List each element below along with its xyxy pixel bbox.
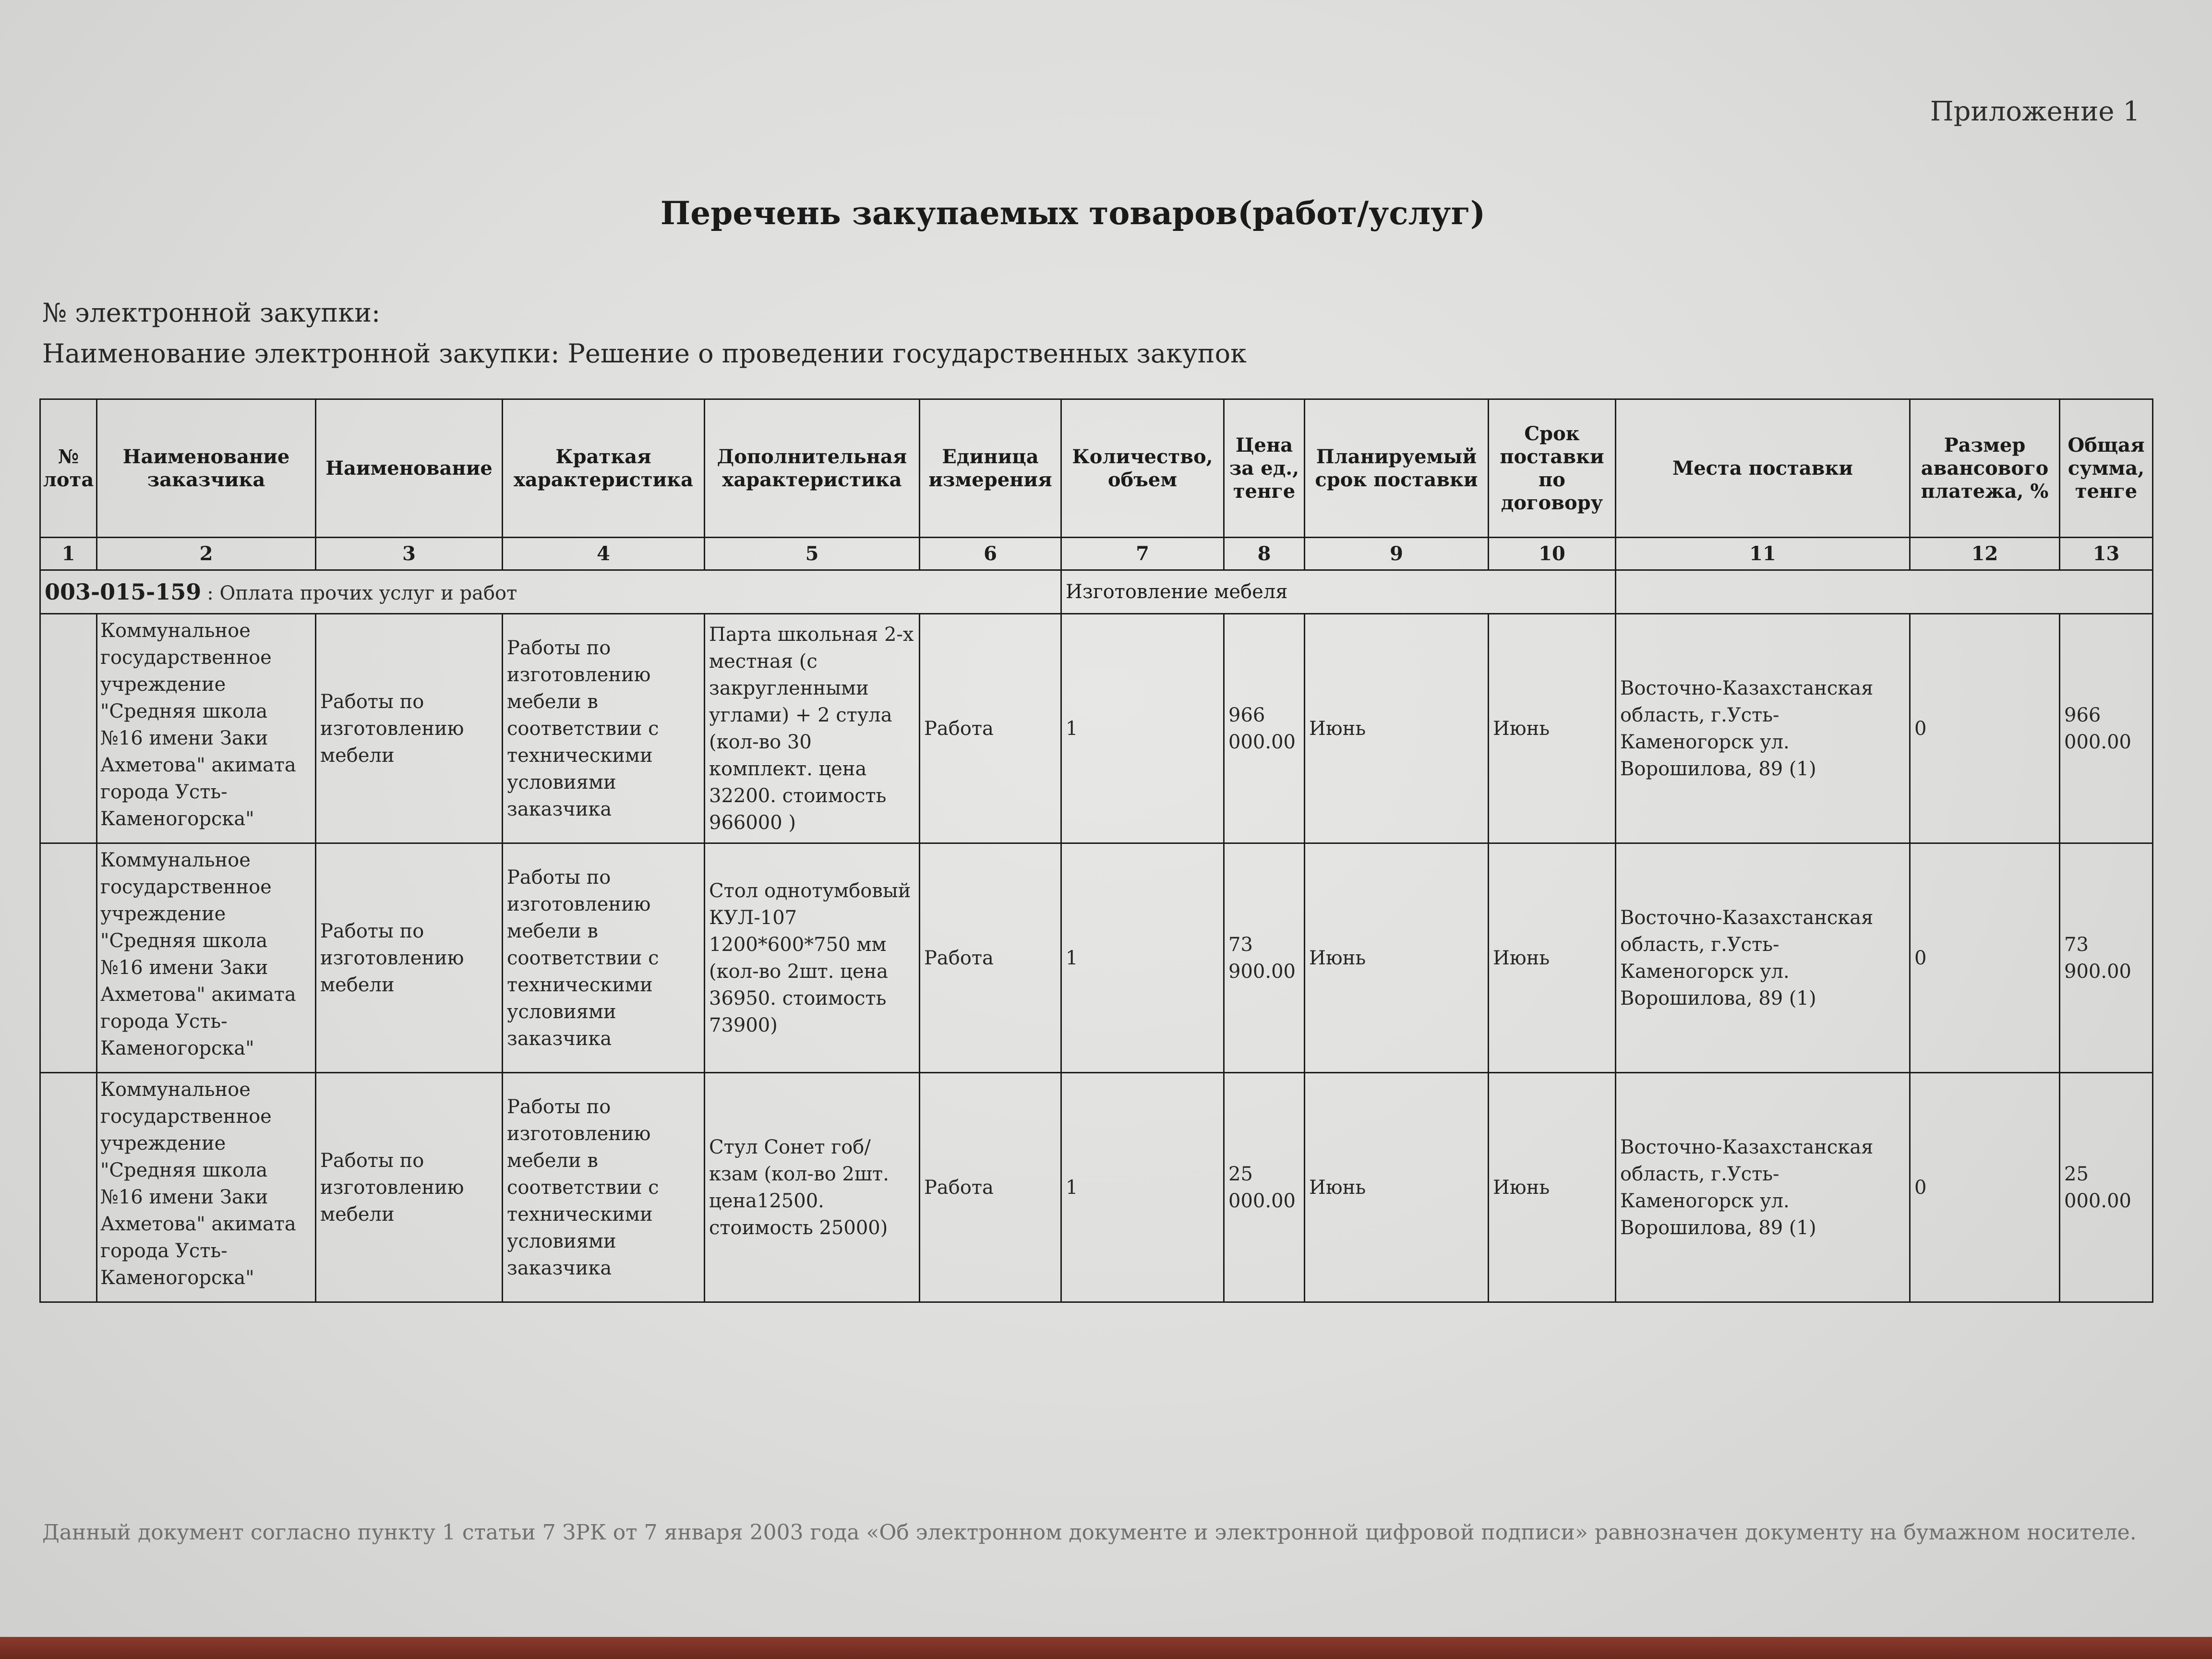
cell-contract-delivery: Июнь [1489,1073,1616,1302]
cell-planned-delivery: Июнь [1305,1073,1489,1302]
lot-code: 003-015-159 [45,579,202,605]
table-row [40,1073,2153,1302]
column-header-unit: Единица измерения [920,399,1061,538]
cell-customer: Коммунальное государственное учреждение "Средняя школа №16 имени Заки Ахметова" акимата города Усть-Каменогорска" [97,1073,316,1302]
cell-short-description: Работы по изготовлению мебели в соответствии с техническими условиями заказчика [503,1073,705,1302]
column-number-row [40,538,2153,570]
column-header-quantity: Количество, объем [1061,399,1224,538]
column-header-advance-payment: Размер авансового платежа, % [1910,399,2060,538]
appendix-label: Приложение 1 [1930,96,2140,127]
column-header-contract-delivery: Срок поставки по договору [1489,399,1616,538]
lot-description: : Оплата прочих услуг и работ [207,582,517,604]
lot-group-cell [40,570,1061,614]
column-number: 8 [1224,538,1305,570]
cell-name: Работы по изготовлению мебели [316,614,503,843]
cell-planned-delivery: Июнь [1305,843,1489,1073]
column-header-customer: Наименование заказчика [97,399,316,538]
procurement-number-label: № электронной закупки: [42,298,381,328]
cell-advance-payment: 0 [1910,1073,2060,1302]
cell-lot-number [40,1073,97,1302]
procurement-table [39,398,2153,1303]
lot-group-empty-cell [1616,570,2153,614]
cell-name: Работы по изготовлению мебели [316,843,503,1073]
footer-note: Данный документ согласно пункту 1 статьи 7 ЗРК от 7 января 2003 года «Об электронном документе и электронной цифровой подписи» равнозначен документу на бумажном носителе. [42,1520,2137,1545]
column-header-delivery-place: Места поставки [1616,399,1910,538]
cell-advance-payment: 0 [1910,843,2060,1073]
cell-unit: Работа [920,1073,1061,1302]
column-header-lot-number: № лота [40,399,97,538]
lot-subject: Изготовление мебеля [1061,570,1616,614]
cell-delivery-place: Восточно-Казахстанская область, г.Усть-Каменогорск ул. Ворошилова, 89 (1) [1616,843,1910,1073]
cell-delivery-place: Восточно-Казахстанская область, г.Усть-Каменогорск ул. Ворошилова, 89 (1) [1616,614,1910,843]
table-row [40,614,2153,843]
column-header-unit-price: Цена за ед., тенге [1224,399,1305,538]
column-number: 13 [2060,538,2153,570]
column-number: 4 [503,538,705,570]
cell-short-description: Работы по изготовлению мебели в соответствии с техническими условиями заказчика [503,843,705,1073]
cell-unit: Работа [920,614,1061,843]
column-header-short-description: Краткая характеристика [503,399,705,538]
cell-additional-description: Стул Сонет гоб/кзам (кол-во 2шт. цена12500. стоимость 25000) [705,1073,920,1302]
cell-unit-price: 73 900.00 [1224,843,1305,1073]
column-number: 6 [920,538,1061,570]
column-number: 11 [1616,538,1910,570]
cell-total-sum: 966 000.00 [2060,614,2153,843]
cell-delivery-place: Восточно-Казахстанская область, г.Усть-Каменогорск ул. Ворошилова, 89 (1) [1616,1073,1910,1302]
column-number: 12 [1910,538,2060,570]
cell-quantity: 1 [1061,843,1224,1073]
cell-additional-description: Парта школьная 2-х местная (с закругленными углами) + 2 стула (кол-во 30 комплект. цена 32200. стоимость 966000 ) [705,614,920,843]
desk-edge [0,1637,2212,1659]
cell-unit: Работа [920,843,1061,1073]
table-row [40,843,2153,1073]
cell-quantity: 1 [1061,1073,1224,1302]
column-number: 9 [1305,538,1489,570]
cell-name: Работы по изготовлению мебели [316,1073,503,1302]
column-number: 10 [1489,538,1616,570]
cell-lot-number [40,843,97,1073]
cell-total-sum: 73 900.00 [2060,843,2153,1073]
cell-contract-delivery: Июнь [1489,843,1616,1073]
cell-unit-price: 25 000.00 [1224,1073,1305,1302]
column-header-additional-description: Дополнительная характеристика [705,399,920,538]
cell-customer: Коммунальное государственное учреждение "Средняя школа №16 имени Заки Ахметова" акимата города Усть-Каменогорска" [97,614,316,843]
cell-short-description: Работы по изготовлению мебели в соответствии с техническими условиями заказчика [503,614,705,843]
cell-total-sum: 25 000.00 [2060,1073,2153,1302]
cell-unit-price: 966 000.00 [1224,614,1305,843]
column-header-total-sum: Общая сумма, тенге [2060,399,2153,538]
cell-additional-description: Стол однотумбовый КУЛ-107 1200*600*750 мм (кол-во 2шт. цена 36950. стоимость 73900) [705,843,920,1073]
column-number: 7 [1061,538,1224,570]
column-header-name: Наименование [316,399,503,538]
column-number: 2 [97,538,316,570]
cell-customer: Коммунальное государственное учреждение "Средняя школа №16 имени Заки Ахметова" акимата города Усть-Каменогорска" [97,843,316,1073]
column-number: 5 [705,538,920,570]
cell-lot-number [40,614,97,843]
lot-group-row [40,570,2153,614]
document-title: Перечень закупаемых товаров(работ/услуг) [660,194,1486,232]
column-header-planned-delivery: Планируемый срок поставки [1305,399,1489,538]
column-number: 1 [40,538,97,570]
cell-quantity: 1 [1061,614,1224,843]
cell-contract-delivery: Июнь [1489,614,1616,843]
procurement-name-label: Наименование электронной закупки: Решение о проведении государственных закупок [42,338,1247,369]
table-header-row [40,399,2153,538]
cell-planned-delivery: Июнь [1305,614,1489,843]
cell-advance-payment: 0 [1910,614,2060,843]
column-number: 3 [316,538,503,570]
